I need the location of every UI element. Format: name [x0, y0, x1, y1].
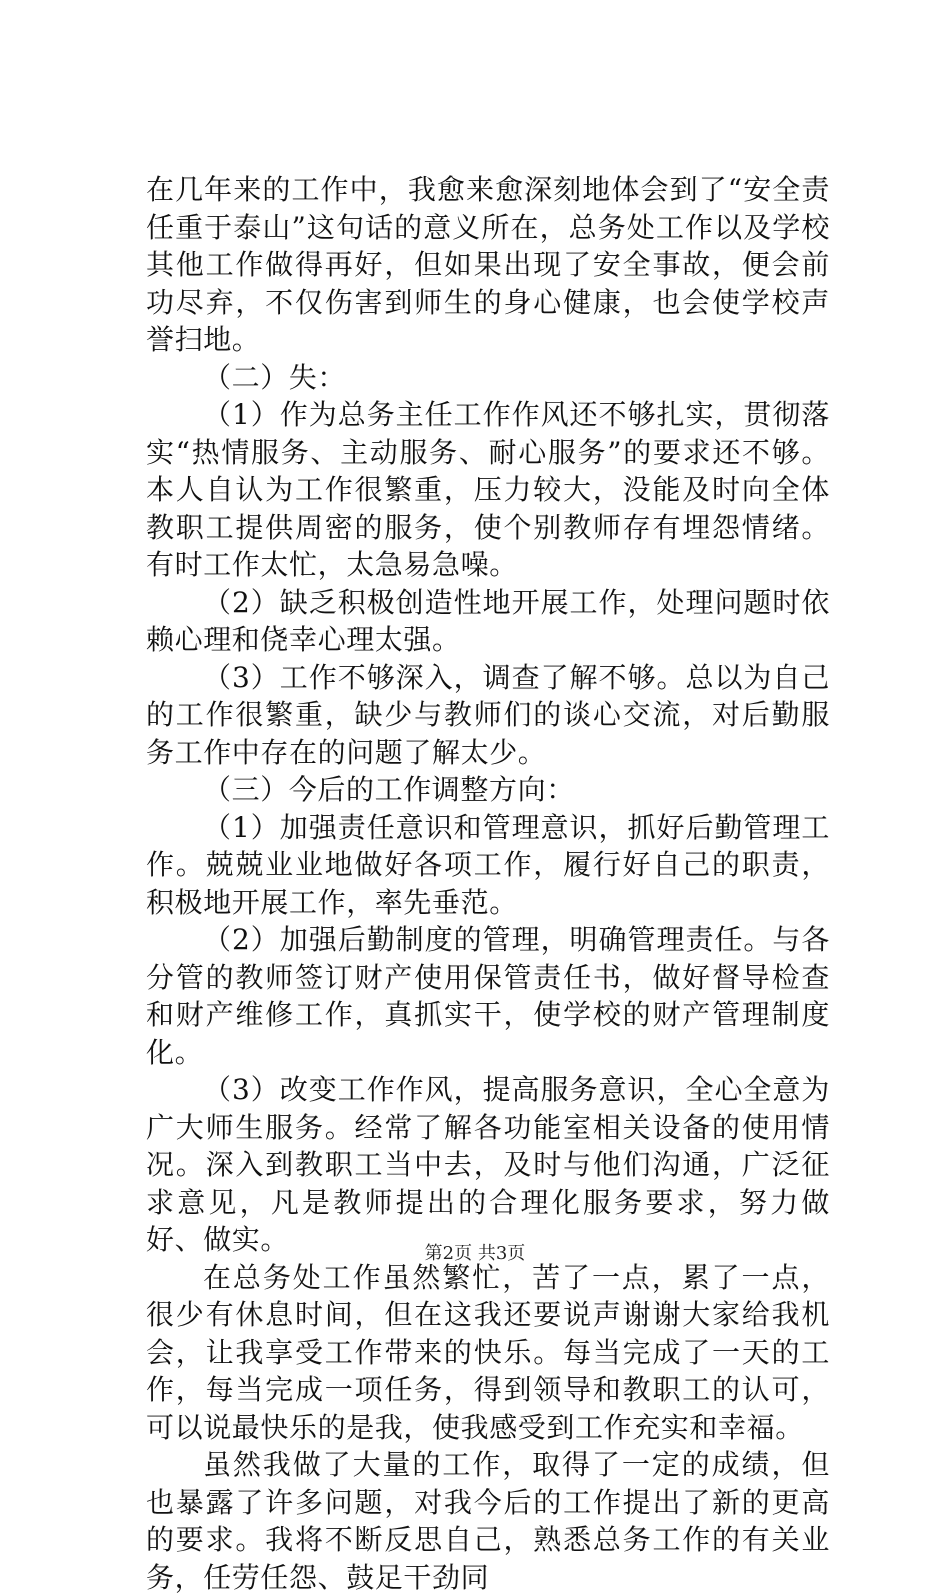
section-heading: （二）失：	[203, 360, 347, 394]
paragraph: （2）加强后勤制度的管理，明确管理责任。与各分管的教师签订财产使用保管责任书，做好督导检查和财产维修工作，真抓实干，使学校的财产管理制度化。	[146, 923, 830, 1069]
paragraph: （1）加强责任意识和管理意识，抓好后勤管理工作。兢兢业业地做好各项工作，履行好自己的职责，积极地开展工作，率先垂范。	[146, 810, 830, 919]
paragraph: （3）改变工作作风，提高服务意识，全心全意为广大师生服务。经常了解各功能室相关设备的使用情况。深入到教职工当中去，及时与他们沟通，广泛征求意见，凡是教师提出的合理化服务要求，努力做好、做实。	[146, 1073, 830, 1256]
paragraph: 在几年来的工作中，我愈来愈深刻地体会到了“安全责任重于泰山”这句话的意义所在，总务处工作以及学校其他工作做得再好，但如果出现了安全事故，便会前功尽弃，不仅伤害到师生的身心健康，也会使学校声誉扫地。	[146, 173, 830, 356]
paragraph: （2）缺乏积极创造性地开展工作，处理问题时依赖心理和侥幸心理太强。	[146, 585, 830, 656]
paragraph: 在总务处工作虽然繁忙，苦了一点，累了一点，很少有休息时间，但在这我还要说声谢谢大家给我机会，让我享受工作带来的快乐。每当完成了一天的工作，每当完成一项任务，得到领导和教职工的认可，可以说最快乐的是我，使我感受到工作充实和幸福。	[146, 1260, 830, 1444]
page-number-footer: 第2页 共3页	[424, 1243, 526, 1264]
section-heading: （三）今后的工作调整方向：	[203, 773, 575, 806]
paragraph: 虽然我做了大量的工作，取得了一定的成绩，但也暴露了许多问题，对我今后的工作提出了新的更高的要求。我将不断反思自己，熟悉总务工作的有关业务，任劳任怨、鼓足干劲同	[146, 1448, 830, 1594]
document-body	[146, 171, 830, 1596]
paragraph: （3）工作不够深入，调查了解不够。总以为自己的工作很繁重，缺少与教师们的谈心交流，对后勤服务工作中存在的问题了解太少。	[146, 660, 830, 769]
paragraph: （1）作为总务主任工作作风还不够扎实，贯彻落实“热情服务、主动服务、耐心服务”的要求还不够。本人自认为工作很繁重，压力较大，没能及时向全体教职工提供周密的服务，使个别教师存有埋怨情绪。有时工作太忙，太急易急噪。	[146, 398, 830, 581]
